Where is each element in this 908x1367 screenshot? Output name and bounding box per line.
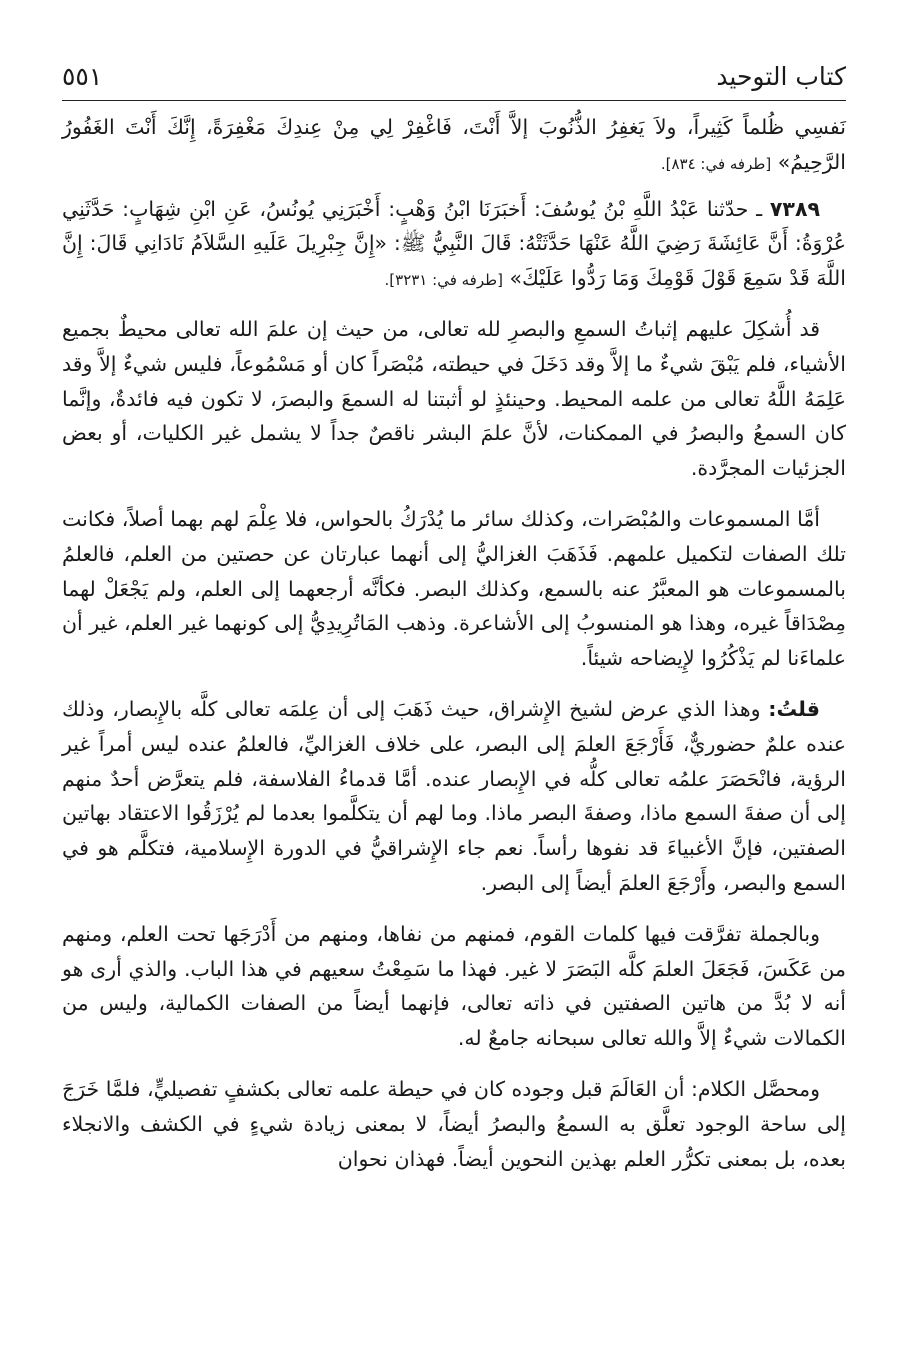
qult-label: قلتُ: xyxy=(768,696,820,721)
hadith-number: ٧٣٨٩ xyxy=(769,196,820,221)
hadith-7389 xyxy=(62,192,846,298)
page-body xyxy=(62,110,846,1176)
running-head xyxy=(62,60,846,101)
commentary-paragraph: ومحصَّل الكلام: أن العَالَمَ قبل وجوده كان في حيطة علمه تعالى بكشفٍ تفصيليٍّ، فلمَّا خَرَجَ إلى ساحة الوجود تعلَّق به السمعُ والبصرُ أيضاً، لا بمعنى زيادة شيءٍ في الكشف والانجلاء بعده، بل بمعنى تكرُّر العلم بهذين النحوين أيضاً. فهذان نحوان xyxy=(62,1076,846,1171)
commentary-paragraph: قد أُشكِلَ عليهم إثباتُ السمعِ والبصرِ لله تعالى، من حيث إن علمَ الله تعالى محيطٌ بجميع الأشياء، فلم يَبْقَ شيءٌ ما إلاَّ وقد دَخَلَ في حيطته، مُبْصَراً كان أو مَسْمُوعاً، فليس شيءٌ إلاَّ وقد عَلِمَهُ اللَّهُ تعالى من علمه المحيط. وحينئذٍ لو أثبتنا له السمعَ والبصرَ، لا تكون فيه فائدةٌ، وإنَّما كان السمعُ والبصرُ في الممكنات، لأنَّ علمَ البشر ناقصٌ جداً لا يشمل غير الكليات، أو بعض الجزئيات المجرَّدة. xyxy=(62,316,846,481)
commentary-paragraph: وبالجملة تفرَّقت فيها كلمات القوم، فمنهم من نفاها، ومنهم من أَدْرَجَها تحت العلم، ومنهم من عَكَسَ، فَجَعَلَ العلمَ كلَّه البَصَرَ لا غير. فهذا ما سَمِعْتُ سعيهم في هذا الباب. والذي أرى هو أنه لا بُدَّ من هاتين الصفتين في ذاته تعالى، فإنهما أيضاً من الصفات الكمالية، وليس من الكمالات شيءٌ إلاَّ والله تعالى سبحانه جامعٌ له. xyxy=(62,921,846,1051)
page-number: ٥٥١ xyxy=(62,62,103,91)
commentary-paragraph xyxy=(62,692,846,901)
commentary-paragraph: أمَّا المسموعات والمُبْصَرات، وكذلك سائر ما يُدْرَكُ بالحواس، فلا عِلْمَ لهم بهما أصلاً، فكانت تلك الصفات لتكميل علمهم. فَذَهَبَ الغزاليُّ إلى أنهما عبارتان عن حصتين من العلم، فالعلمُ بالمسموعات هو المعبَّرُ عنه بالسمع، وكذلك البصر. فكأنَّه أرجعهما إلى العلم، ولم يَجْعَلْ لهما مِصْدَاقاً غيره، وهذا هو المنسوبُ إلى الأشاعرة. وذهب المَاتُرِيدِيُّ إلى كونهما غير العلم، غير أن علماءَنا لم يَذْكُرُوا لإِيضاحه شيئاً. xyxy=(62,506,846,671)
hadith-text: ـ حدّثنا عَبْدُ اللَّهِ بْنُ يُوسُفَ: أَخبَرَنَا ابْنُ وَهْبٍ: أَخْبَرَنِي يُونُسُ، عَنِ ابْنِ شِهَابٍ: حَدَّثَنِي عُرْوَةُ: أَنَّ عَائِشَةَ رَضِيَ اللَّهُ عَنْهَا حَدَّثَتْهُ: قَالَ النَّبِيُّ ﷺ: «إِنَّ جِبْرِيلَ عَلَيهِ السَّلاَمُ نَادَانِي قَالَ: إِنَّ اللَّهَ قَدْ سَمِعَ قَوْلَ قَوْمِكَ وَمَا رَدُّوا عَلَيْكَ» xyxy=(62,196,846,291)
cross-reference: [طرفه في: ٣٢٣١]. xyxy=(384,271,503,290)
header-title: كتاب التوحيد xyxy=(716,62,846,91)
hadith-continuation xyxy=(62,110,846,182)
commentary-text: وهذا الذي عرض لشيخ الإِشراق، حيث ذَهَبَ إلى أن عِلمَه تعالى كلَّه بالإِبصار، وذلك عنده علمٌ حضوريٌّ، فَأَرْجَعَ العلمَ إلى البصر، على خلاف الغزاليِّ، فالعلمُ عنده ليس أمراً غير الرؤية، فانْحَصَرَ علمُه تعالى كلُّه في الإِبصار عنده. أمَّا قدماءُ الفلاسفة، فلم يتعرَّض أحدٌ منهم إلى أن صفةَ السمع ماذا، وصفةَ البصر ماذا. وما لهم أن يتكلَّموا بعدما لم يُرْزَقُوا الاعتقاد بهاتين الصفتين، فإنَّ الأغبياءَ قد نفوها رأساً. نعم جاء الإِشراقيُّ في الدورة الإِسلامية، فتكلَّم هو في السمع والبصر، وأَرْجَعَ العلمَ أيضاً إلى البصر. xyxy=(62,696,846,895)
cross-reference: [طرفه في: ٨٣٤]. xyxy=(660,154,772,173)
hadith-continuation-text: نَفسِي ظُلماً كَثِيراً، ولاَ يَغفِرُ الذُّنُوبَ إلاَّ أَنْتَ، فَاغْفِرْ لِي مِنْ عِندِكَ مَغْفِرَةً، إِنَّكَ أَنْتَ الغَفُورُ الرَّحِيمُ» xyxy=(62,115,846,174)
